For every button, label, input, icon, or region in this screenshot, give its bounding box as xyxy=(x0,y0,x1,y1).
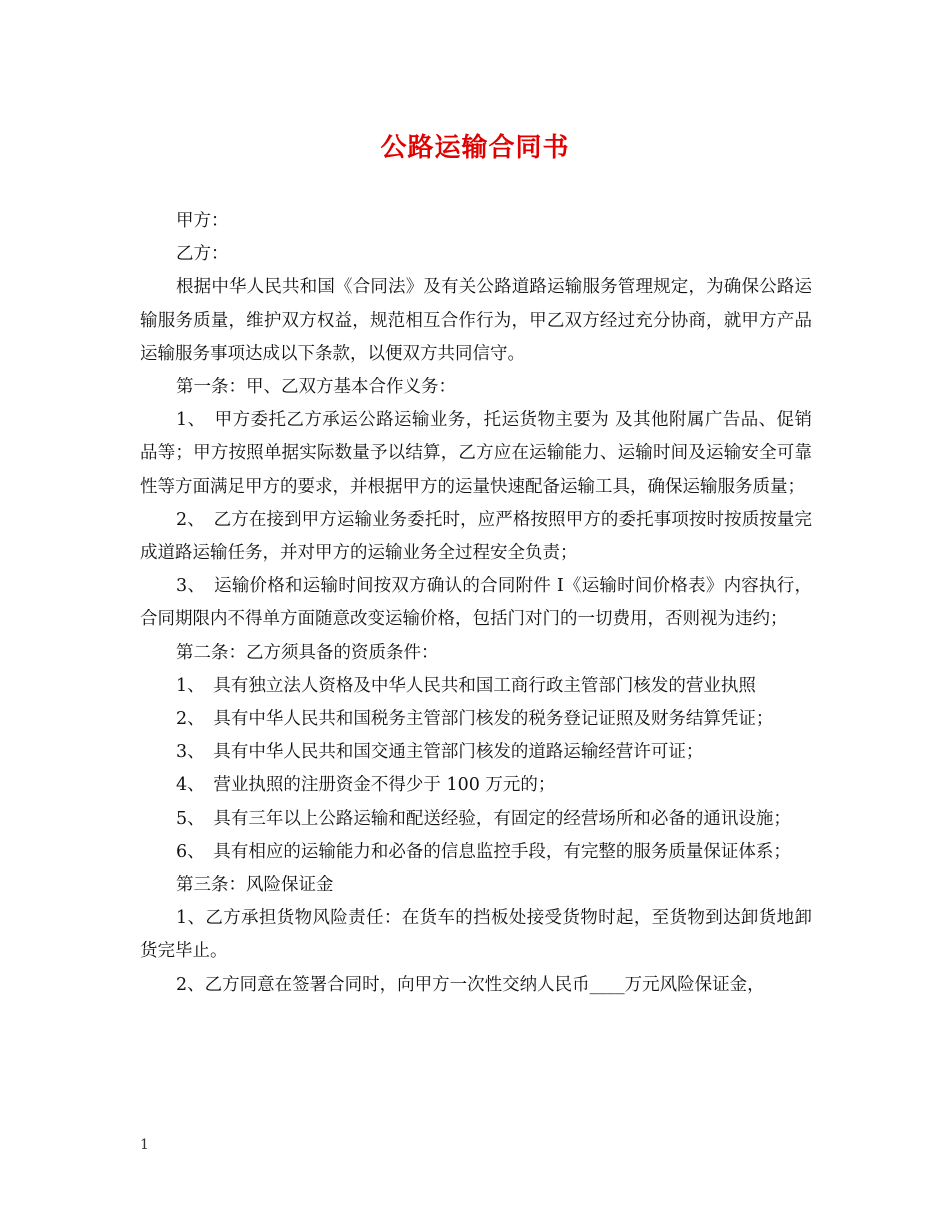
page-number: 1 xyxy=(140,1137,149,1153)
article-2-item-2: 2、 具有中华人民共和国税务主管部门核发的税务登记证照及财务结算凭证； xyxy=(176,709,774,730)
party-a-line: 甲方： xyxy=(176,211,229,231)
party-b-line: 乙方： xyxy=(176,244,229,265)
article-1-item-3: 3、 运输价格和运输时间按双方确认的合同附件 I《运输时间价格表》内容执行，合同期限内不得单方面随意改变运输价格，包括门对门的一切费用，否则视为违约； xyxy=(140,576,812,630)
article-2-item-6: 6、 具有相应的运输能力和必备的信息监控手段，有完整的服务质量保证体系； xyxy=(176,841,791,862)
article-3-heading: 第三条：风险保证金 xyxy=(176,875,334,896)
article-2-heading: 第二条：乙方须具备的资质条件： xyxy=(176,642,439,663)
article-2-item-5: 5、 具有三年以上公路运输和配送经验，有固定的经营场所和必备的通讯设施； xyxy=(176,808,791,829)
document-title: 公路运输合同书 xyxy=(380,133,570,163)
document-body xyxy=(140,205,812,1002)
article-1-heading: 第一条：甲、乙双方基本合作义务： xyxy=(176,377,456,398)
preamble-paragraph: 根据中华人民共和国《合同法》及有关公路道路运输服务管理规定，为确保公路运输服务质量，维护双方权益，规范相互合作行为，甲乙双方经过充分协商，就甲方产品运输服务事项达成以下条款，以便双方共同信守。 xyxy=(140,277,812,364)
article-1-item-1: 1、 甲方委托乙方承运公路运输业务，托运货物主要为 及其他附属广告品、促销品等；甲方按照单据实际数量予以结算，乙方应在运输能力、运输时间及运输安全可靠性等方面满足甲方的要求，并根据甲方的运量快速配备运输工具，确保运输服务质量； xyxy=(140,410,812,497)
article-2-item-4: 4、 营业执照的注册资金不得少于 100 万元的； xyxy=(176,775,556,796)
article-3-item-1: 1、乙方承担货物风险责任：在货车的挡板处接受货物时起，至货物到达卸货地卸货完毕止。 xyxy=(140,908,812,962)
article-2-item-1: 1、 具有独立法人资格及中华人民共和国工商行政主管部门核发的营业执照 xyxy=(176,675,756,696)
article-2-item-3: 3、 具有中华人民共和国交通主管部门核发的道路运输经营许可证； xyxy=(176,742,704,763)
article-1-item-2: 2、 乙方在接到甲方运输业务委托时，应严格按照甲方的委托事项按时按质按量完成道路运输任务，并对甲方的运输业务全过程安全负责； xyxy=(140,509,812,564)
article-3-item-2: 2、乙方同意在签署合同时，向甲方一次性交纳人民币____万元风险保证金， xyxy=(176,974,765,995)
